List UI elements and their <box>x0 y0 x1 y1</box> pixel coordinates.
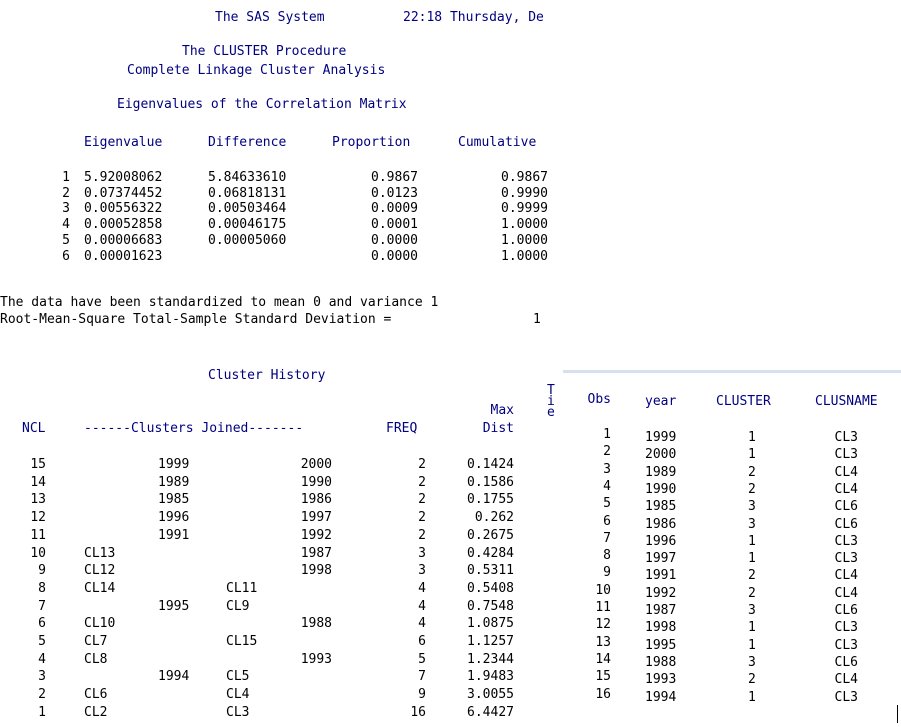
history-joined-c: 1986 <box>300 492 332 508</box>
obs-clusname: CL4 <box>834 481 858 497</box>
history-joined-c: 1998 <box>300 563 332 579</box>
history-header-tie: T i e <box>547 383 555 420</box>
history-freq: 3 <box>418 563 426 579</box>
obs-year: 1999 <box>645 430 677 445</box>
obs-cluster: 1 <box>748 551 756 567</box>
history-header-max: Max <box>490 403 514 418</box>
history-freq: 2 <box>418 474 426 490</box>
eigen-header-cumulative: Cumulative <box>458 135 537 150</box>
standardized-note: The data have been standardized to mean 0 and variance 1 <box>0 295 439 310</box>
history-max-dist: 0.1586 <box>467 474 514 490</box>
obs-clusname: CL6 <box>834 499 858 515</box>
obs-clusname: CL6 <box>834 654 858 670</box>
history-joined-c: 1993 <box>300 651 332 667</box>
timestamp: 22:18 Thursday, De <box>403 10 544 25</box>
obs-number: 2 <box>603 444 611 460</box>
obs-year: 1997 <box>645 551 677 567</box>
eigen-proportion: 0.0000 <box>371 232 418 248</box>
obs-year: 1998 <box>645 620 677 636</box>
eigen-difference: 5.84633610 <box>208 170 287 185</box>
text-cursor <box>897 705 898 723</box>
eigen-proportion: 0.0001 <box>371 217 418 233</box>
obs-year: 1989 <box>645 464 677 480</box>
history-max-dist: 6.4427 <box>467 704 514 720</box>
history-joined-c: 2000 <box>300 457 332 472</box>
history-max-dist: 0.2675 <box>467 527 514 543</box>
eigen-header-proportion: Proportion <box>332 135 411 150</box>
history-joined-b: CL4 <box>226 687 250 703</box>
obs-year: 1988 <box>645 654 677 670</box>
obs-year: 1995 <box>645 637 677 653</box>
obs-year: 1992 <box>645 585 677 601</box>
eigen-value: 0.07374452 <box>84 185 163 201</box>
history-joined-a: 1989 <box>158 474 190 490</box>
obs-number: 11 <box>595 600 611 615</box>
eigen-row-number: 4 <box>62 217 70 233</box>
history-title: Cluster History <box>208 368 326 383</box>
obs-header-year: year <box>645 394 677 409</box>
history-joined-c: 1997 <box>300 510 332 526</box>
obs-cluster: 3 <box>748 499 756 515</box>
history-ncl: 13 <box>30 492 46 508</box>
obs-number: 8 <box>603 548 611 564</box>
history-joined-b: CL3 <box>226 704 250 720</box>
history-header-freq: FREQ <box>386 421 418 436</box>
history-ncl: 5 <box>38 634 46 649</box>
history-header-joined: ------Clusters Joined------- <box>84 421 304 436</box>
history-max-dist: 1.0875 <box>467 616 514 632</box>
system-title: The SAS System <box>215 10 325 25</box>
obs-clusname: CL3 <box>834 447 858 463</box>
obs-number: 13 <box>595 634 611 650</box>
procedure-subtitle: Complete Linkage Cluster Analysis <box>127 63 386 78</box>
obs-clusname: CL4 <box>834 568 858 584</box>
eigen-value: 0.00556322 <box>84 201 163 217</box>
eigen-difference: 0.00503464 <box>208 201 287 217</box>
obs-clusname: CL4 <box>834 585 858 601</box>
eigen-value: 0.00006683 <box>84 232 163 248</box>
eigen-proportion: 0.0009 <box>371 201 418 217</box>
history-freq: 3 <box>418 545 426 561</box>
eigen-cumulative: 0.9999 <box>501 201 548 217</box>
obs-cluster: 1 <box>748 447 756 463</box>
history-joined-a: CL7 <box>84 634 108 649</box>
history-ncl: 3 <box>38 669 46 685</box>
history-freq: 6 <box>418 634 426 649</box>
history-freq: 2 <box>418 457 426 472</box>
obs-table-panel <box>563 370 901 727</box>
history-max-dist: 0.4284 <box>467 545 514 561</box>
history-ncl: 11 <box>30 527 46 543</box>
obs-number: 1 <box>603 427 611 442</box>
panel-divider <box>563 370 901 373</box>
eigen-row-number: 5 <box>62 232 70 248</box>
history-joined-a: 1995 <box>158 598 190 614</box>
history-freq: 16 <box>410 704 426 720</box>
eigen-row-number: 6 <box>62 248 70 264</box>
procedure-title: The CLUSTER Procedure <box>182 44 347 59</box>
obs-clusname: CL6 <box>834 516 858 532</box>
obs-cluster: 2 <box>748 672 756 688</box>
history-max-dist: 0.7548 <box>467 598 514 614</box>
eigen-cumulative: 1.0000 <box>501 248 548 264</box>
eigen-proportion: 0.0123 <box>371 185 418 201</box>
history-joined-a: CL2 <box>84 704 108 720</box>
history-max-dist: 3.0055 <box>467 687 514 703</box>
obs-year: 1990 <box>645 481 677 497</box>
obs-cluster: 3 <box>748 516 756 532</box>
history-freq: 4 <box>418 598 426 614</box>
history-freq: 2 <box>418 510 426 526</box>
history-ncl: 15 <box>30 457 46 472</box>
history-max-dist: 0.1755 <box>467 492 514 508</box>
eigen-cumulative: 1.0000 <box>501 217 548 233</box>
history-freq: 2 <box>418 527 426 543</box>
eigen-value: 5.92008062 <box>84 170 163 185</box>
history-joined-a: CL12 <box>84 563 116 579</box>
history-header-dist: Dist <box>482 421 514 436</box>
history-ncl: 6 <box>38 616 46 632</box>
obs-clusname: CL3 <box>834 637 858 653</box>
history-joined-c: 1988 <box>300 616 332 632</box>
eigen-title: Eigenvalues of the Correlation Matrix <box>117 97 407 112</box>
history-max-dist: 0.5311 <box>467 563 514 579</box>
history-max-dist: 0.262 <box>474 510 514 526</box>
obs-header-clusname: CLUSNAME <box>815 394 878 409</box>
obs-number: 3 <box>603 461 611 477</box>
history-joined-c: 1990 <box>300 474 332 490</box>
history-joined-b: CL11 <box>226 580 258 596</box>
eigen-proportion: 0.9867 <box>371 170 418 185</box>
obs-cluster: 3 <box>748 654 756 670</box>
history-freq: 2 <box>418 492 426 508</box>
history-joined-a: 1996 <box>158 510 190 526</box>
obs-year: 1985 <box>645 499 677 515</box>
obs-header-cluster: CLUSTER <box>716 394 771 409</box>
history-ncl: 8 <box>38 580 46 596</box>
obs-clusname: CL4 <box>834 464 858 480</box>
obs-year: 1993 <box>645 672 677 688</box>
obs-clusname: CL3 <box>834 551 858 567</box>
obs-number: 9 <box>603 565 611 581</box>
history-freq: 5 <box>418 651 426 667</box>
obs-year: 2000 <box>645 447 677 463</box>
obs-number: 5 <box>603 496 611 512</box>
eigen-value: 0.00052858 <box>84 217 163 233</box>
eigen-difference: 0.06818131 <box>208 185 287 201</box>
history-ncl: 14 <box>30 474 46 490</box>
eigen-header-difference: Difference <box>208 135 287 150</box>
history-max-dist: 1.2344 <box>467 651 514 667</box>
eigen-value: 0.00001623 <box>84 248 163 264</box>
history-joined-b: CL15 <box>226 634 258 649</box>
history-joined-a: CL13 <box>84 545 116 561</box>
history-joined-a: CL10 <box>84 616 116 632</box>
history-freq: 7 <box>418 669 426 685</box>
obs-cluster: 2 <box>748 481 756 497</box>
eigen-difference: 0.00046175 <box>208 217 287 233</box>
obs-number: 10 <box>595 582 611 598</box>
history-ncl: 12 <box>30 510 46 526</box>
obs-cluster: 1 <box>748 689 756 705</box>
history-ncl: 1 <box>38 704 46 720</box>
obs-cluster: 2 <box>748 568 756 584</box>
obs-cluster: 1 <box>748 620 756 636</box>
history-joined-c: 1987 <box>300 545 332 561</box>
history-freq: 9 <box>418 687 426 703</box>
eigen-row-number: 1 <box>62 170 70 185</box>
history-freq: 4 <box>418 616 426 632</box>
obs-year: 1987 <box>645 603 677 618</box>
rms-value: 1 <box>533 312 541 327</box>
history-ncl: 7 <box>38 598 46 614</box>
obs-clusname: CL3 <box>834 533 858 549</box>
eigen-cumulative: 1.0000 <box>501 232 548 248</box>
history-joined-a: CL14 <box>84 580 116 596</box>
obs-clusname: CL3 <box>834 620 858 636</box>
obs-cluster: 2 <box>748 585 756 601</box>
obs-cluster: 1 <box>748 637 756 653</box>
obs-number: 12 <box>595 617 611 633</box>
history-header-ncl: NCL <box>22 421 46 436</box>
obs-cluster: 1 <box>748 430 756 445</box>
history-max-dist: 0.1424 <box>467 457 514 472</box>
obs-clusname: CL4 <box>834 672 858 688</box>
obs-number: 15 <box>595 669 611 685</box>
eigen-cumulative: 0.9990 <box>501 185 548 201</box>
obs-clusname: CL3 <box>834 689 858 705</box>
obs-number: 16 <box>595 686 611 702</box>
eigen-row-number: 2 <box>62 185 70 201</box>
obs-year: 1994 <box>645 689 677 705</box>
history-joined-a: 1991 <box>158 527 190 543</box>
eigen-difference: 0.00005060 <box>208 232 287 248</box>
obs-year: 1986 <box>645 516 677 532</box>
history-joined-a: 1994 <box>158 669 190 685</box>
eigen-header-eigenvalue: Eigenvalue <box>84 135 163 150</box>
eigen-cumulative: 0.9867 <box>501 170 548 185</box>
history-max-dist: 1.9483 <box>467 669 514 685</box>
obs-clusname: CL6 <box>834 603 858 618</box>
history-joined-b: CL9 <box>226 598 250 614</box>
obs-cluster: 3 <box>748 603 756 618</box>
history-joined-a: 1999 <box>158 457 190 472</box>
history-ncl: 10 <box>30 545 46 561</box>
history-ncl: 2 <box>38 687 46 703</box>
obs-year: 1996 <box>645 533 677 549</box>
history-joined-a: CL6 <box>84 687 108 703</box>
history-ncl: 9 <box>38 563 46 579</box>
obs-header-obs: Obs <box>587 392 611 407</box>
obs-number: 7 <box>603 530 611 546</box>
history-freq: 4 <box>418 580 426 596</box>
history-joined-a: 1985 <box>158 492 190 508</box>
history-joined-c: 1992 <box>300 527 332 543</box>
obs-clusname: CL3 <box>834 430 858 445</box>
obs-cluster: 1 <box>748 533 756 549</box>
history-joined-b: CL5 <box>226 669 250 685</box>
obs-number: 14 <box>595 651 611 667</box>
obs-number: 4 <box>603 478 611 494</box>
obs-year: 1991 <box>645 568 677 584</box>
history-ncl: 4 <box>38 651 46 667</box>
history-max-dist: 0.5408 <box>467 580 514 596</box>
history-joined-a: CL8 <box>84 651 108 667</box>
obs-cluster: 2 <box>748 464 756 480</box>
eigen-proportion: 0.0000 <box>371 248 418 264</box>
history-max-dist: 1.1257 <box>467 634 514 649</box>
obs-number: 6 <box>603 513 611 529</box>
rms-label: Root-Mean-Square Total-Sample Standard Deviation = <box>0 312 392 327</box>
eigen-row-number: 3 <box>62 201 70 217</box>
